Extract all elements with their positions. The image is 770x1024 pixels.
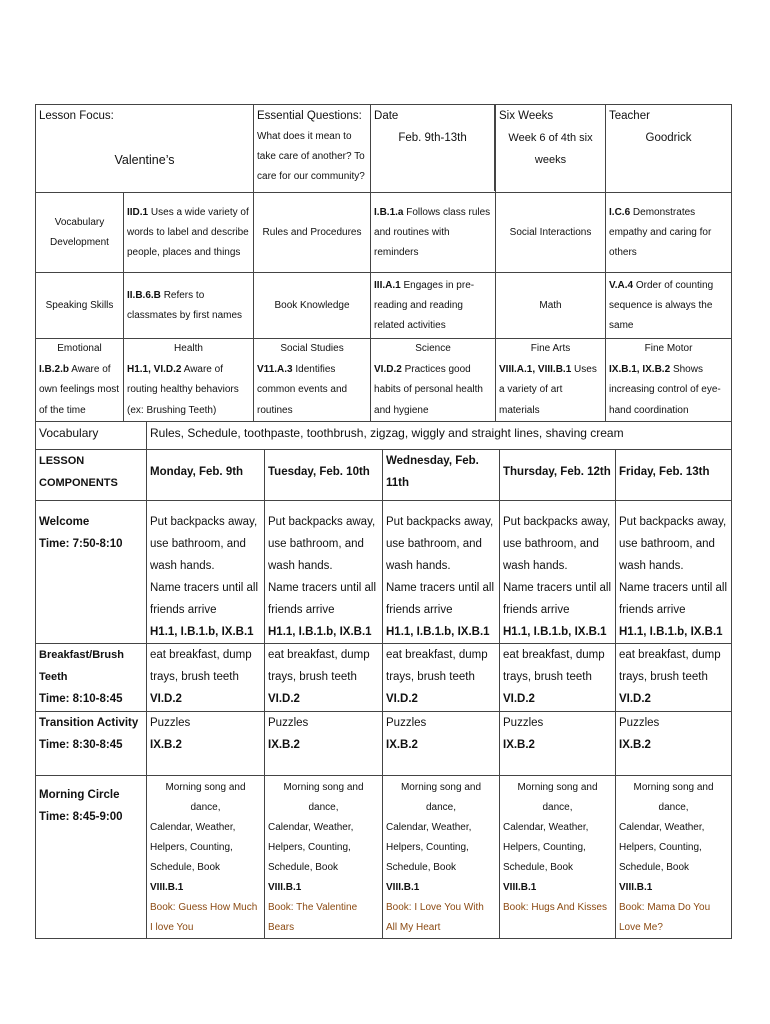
day-header: Monday, Feb. 9th [147, 450, 265, 501]
vocab-standard-cell [124, 193, 254, 273]
morning-circle-day-cell [616, 776, 732, 939]
morning-circle-text-2: Calendar, Weather, Helpers, Counting, Schedule, Book [268, 822, 354, 873]
emotional-text: Aware of own feelings most of the time [39, 363, 120, 416]
speaking-text: Refers to classmates by first names [127, 289, 243, 321]
math-code: V.A.4 [609, 279, 634, 291]
lesson-focus-label: Lesson Focus: [39, 110, 114, 122]
morning-circle-text: Morning song and dance, [283, 782, 364, 813]
fine-motor-text: Shows increasing control of eye-hand coordination [609, 363, 721, 416]
morning-circle-code: VIII.B.1 [150, 882, 184, 893]
math-standard-cell [606, 273, 732, 339]
date-value: Feb. 9th-13th [398, 132, 467, 144]
morning-circle-title: Morning Circle [39, 789, 120, 801]
morning-circle-code: VIII.B.1 [619, 882, 653, 893]
welcome-day-cell [616, 501, 732, 644]
lesson-components-header: LESSON COMPONENTS [36, 450, 147, 501]
transition-day-cell [383, 712, 500, 776]
morning-circle-day-cell [147, 776, 265, 939]
book-knowledge-cell: Book Knowledge [254, 273, 371, 339]
welcome-code: H1.1, I.B.1.b, IX.B.1 [386, 626, 490, 638]
welcome-text: Put backpacks away, use bathroom, and wash hands. [503, 516, 611, 572]
welcome-label-cell [36, 501, 147, 644]
welcome-day-cell [265, 501, 383, 644]
vocabulary-words: Rules, Schedule, toothpaste, toothbrush, zigzag, wiggly and straight lines, shaving cream [147, 422, 732, 450]
welcome-time: Time: 7:50-8:10 [39, 538, 123, 550]
morning-circle-code: VIII.B.1 [386, 882, 420, 893]
morning-circle-day-cell [383, 776, 500, 939]
transition-code: IX.B.2 [386, 739, 418, 751]
rules-text: Follows class rules and routines with reminders [374, 206, 491, 258]
welcome-text: Put backpacks away, use bathroom, and wash hands. [619, 516, 727, 572]
welcome-title: Welcome [39, 516, 90, 528]
transition-time: Time: 8:30-8:45 [39, 739, 123, 751]
welcome-code: H1.1, I.B.1.b, IX.B.1 [619, 626, 723, 638]
health-text: Aware of routing healthy behaviors (ex: Brushing Teeth) [127, 363, 239, 416]
health-cell [124, 339, 254, 422]
emotional-label: Emotional [57, 343, 102, 354]
social-studies-code: V11.A.3 [257, 363, 293, 375]
breakfast-code: VI.D.2 [503, 693, 535, 705]
essential-questions-text: What does it mean to take care of another? To care for our community? [257, 131, 365, 182]
breakfast-text: eat breakfast, dump trays, brush teeth [150, 649, 252, 683]
welcome-code: H1.1, I.B.1.b, IX.B.1 [503, 626, 607, 638]
morning-circle-text-2: Calendar, Weather, Helpers, Counting, Schedule, Book [386, 822, 472, 873]
teacher-cell [606, 105, 732, 193]
math-text: Order of counting sequence is always the same [609, 279, 714, 331]
morning-circle-row [36, 776, 732, 939]
speaking-standard-cell [124, 273, 254, 339]
transition-row [36, 712, 732, 776]
standards-row-1 [36, 193, 732, 273]
day-header: Thursday, Feb. 12th [500, 450, 616, 501]
welcome-row [36, 501, 732, 644]
lesson-focus-value: Valentine’s [114, 153, 175, 167]
transition-day-cell [147, 712, 265, 776]
transition-text: Puzzles [619, 717, 660, 729]
social-standard-cell [606, 193, 732, 273]
transition-label-cell [36, 712, 147, 776]
essential-questions-cell [254, 105, 371, 193]
lesson-header-row [36, 105, 732, 193]
breakfast-time: Time: 8:10-8:45 [39, 693, 123, 705]
breakfast-code: VI.D.2 [386, 693, 418, 705]
vocab-development-cell: Vocabulary Development [36, 193, 124, 273]
vocab-text: Uses a wide variety of words to label and describe people, places and things [127, 206, 249, 258]
breakfast-text: eat breakfast, dump trays, brush teeth [268, 649, 370, 683]
welcome-text: Put backpacks away, use bathroom, and wash hands. [150, 516, 258, 572]
transition-code: IX.B.2 [619, 739, 651, 751]
transition-text: Puzzles [503, 717, 544, 729]
fine-motor-label: Fine Motor [644, 343, 693, 354]
science-text: Practices good habits of personal health and hygiene [374, 363, 483, 416]
transition-text: Puzzles [150, 717, 191, 729]
science-cell [371, 339, 496, 422]
welcome-day-cell [147, 501, 265, 644]
day-header: Friday, Feb. 13th [616, 450, 732, 501]
breakfast-day-cell [383, 644, 500, 712]
breakfast-code: VI.D.2 [150, 693, 182, 705]
welcome-text-2: Name tracers until all friends arrive [503, 582, 612, 616]
book-standard-cell [371, 273, 496, 339]
morning-circle-book: Book: Hugs And Kisses [503, 902, 607, 913]
welcome-text: Put backpacks away, use bathroom, and wash hands. [268, 516, 376, 572]
fine-motor-cell [606, 339, 732, 422]
breakfast-text: eat breakfast, dump trays, brush teeth [386, 649, 488, 683]
book-text: Engages in pre-reading and reading related activities [374, 279, 475, 331]
breakfast-label-cell [36, 644, 147, 712]
rules-code: I.B.1.a [374, 206, 404, 218]
math-cell: Math [496, 273, 606, 339]
welcome-text-2: Name tracers until all friends arrive [268, 582, 377, 616]
health-label: Health [174, 343, 203, 354]
transition-code: IX.B.2 [150, 739, 182, 751]
breakfast-row [36, 644, 732, 712]
breakfast-day-cell [500, 644, 616, 712]
morning-circle-label-cell [36, 776, 147, 939]
teacher-value: Goodrick [645, 132, 692, 144]
morning-circle-book: Book: The Valentine Bears [268, 902, 358, 933]
date-cell [371, 105, 496, 193]
transition-code: IX.B.2 [503, 739, 535, 751]
welcome-code: H1.1, I.B.1.b, IX.B.1 [268, 626, 372, 638]
speaking-skills-cell: Speaking Skills [36, 273, 124, 339]
transition-title: Transition Activity [39, 717, 139, 729]
day-header: Tuesday, Feb. 10th [265, 450, 383, 501]
morning-circle-day-cell [265, 776, 383, 939]
welcome-text-2: Name tracers until all friends arrive [150, 582, 259, 616]
speaking-code: II.B.6.B [127, 289, 161, 301]
transition-text: Puzzles [268, 717, 309, 729]
welcome-text-2: Name tracers until all friends arrive [386, 582, 495, 616]
vocabulary-label: Vocabulary [36, 422, 147, 450]
breakfast-title: Breakfast/Brush Teeth [39, 649, 124, 683]
six-weeks-value: Week 6 of 4th six weeks [508, 132, 593, 166]
vocabulary-row [36, 422, 732, 450]
transition-code: IX.B.2 [268, 739, 300, 751]
social-studies-label: Social Studies [280, 343, 344, 354]
social-studies-text: Identifies common events and routines [257, 363, 348, 416]
fine-arts-label: Fine Arts [530, 343, 571, 354]
morning-circle-text: Morning song and dance, [633, 782, 714, 813]
breakfast-day-cell [616, 644, 732, 712]
breakfast-text: eat breakfast, dump trays, brush teeth [503, 649, 605, 683]
morning-circle-text: Morning song and dance, [165, 782, 246, 813]
fine-motor-code: IX.B.1, IX.B.2 [609, 363, 671, 375]
welcome-text: Put backpacks away, use bathroom, and wash hands. [386, 516, 494, 572]
health-code: H1.1, VI.D.2 [127, 363, 182, 375]
social-studies-cell [254, 339, 371, 422]
vocab-code: IID.1 [127, 206, 149, 218]
rules-standard-cell [371, 193, 496, 273]
social-text: Demonstrates empathy and caring for others [609, 206, 712, 258]
breakfast-text: eat breakfast, dump trays, brush teeth [619, 649, 721, 683]
morning-circle-code: VIII.B.1 [503, 882, 537, 893]
science-label: Science [415, 343, 451, 354]
transition-text: Puzzles [386, 717, 427, 729]
rules-procedures-cell: Rules and Procedures [254, 193, 371, 273]
six-weeks-cell [496, 105, 606, 193]
date-label: Date [374, 110, 399, 122]
transition-day-cell [265, 712, 383, 776]
schedule-header-row [36, 450, 732, 501]
social-code: I.C.6 [609, 206, 631, 218]
lesson-focus-cell [36, 105, 254, 193]
morning-circle-text: Morning song and dance, [517, 782, 598, 813]
fine-arts-text: Uses a variety of art materials [499, 363, 597, 416]
breakfast-code: VI.D.2 [619, 693, 651, 705]
six-weeks-label: Six Weeks [499, 110, 554, 122]
morning-circle-book: Book: I Love You With All My Heart [386, 902, 484, 933]
breakfast-day-cell [265, 644, 383, 712]
schedule-table [35, 421, 732, 939]
welcome-day-cell [500, 501, 616, 644]
breakfast-day-cell [147, 644, 265, 712]
morning-circle-text-2: Calendar, Weather, Helpers, Counting, Schedule, Book [619, 822, 705, 873]
science-code: VI.D.2 [374, 363, 402, 375]
morning-circle-book: Book: Guess How Much I love You [150, 902, 258, 933]
morning-circle-text: Morning song and dance, [400, 782, 482, 813]
breakfast-code: VI.D.2 [268, 693, 300, 705]
transition-day-cell [500, 712, 616, 776]
day-header: Wednesday, Feb. 11th [383, 450, 500, 501]
standards-row-3 [36, 339, 732, 422]
standards-row-2 [36, 273, 732, 339]
lesson-plan-document [35, 104, 731, 939]
teacher-label: Teacher [609, 110, 650, 122]
welcome-text-2: Name tracers until all friends arrive [619, 582, 728, 616]
book-code: III.A.1 [374, 279, 401, 291]
emotional-cell [36, 339, 124, 422]
fine-arts-code: VIII.A.1, VIII.B.1 [499, 363, 572, 375]
essential-questions-label: Essential Questions: [257, 110, 362, 122]
welcome-day-cell [383, 501, 500, 644]
lesson-info-table [35, 104, 732, 422]
emotional-code: I.B.2.b [39, 363, 70, 375]
morning-circle-day-cell [500, 776, 616, 939]
fine-arts-cell [496, 339, 606, 422]
social-interactions-cell: Social Interactions [496, 193, 606, 273]
transition-day-cell [616, 712, 732, 776]
morning-circle-book: Book: Mama Do You Love Me? [619, 902, 711, 933]
morning-circle-text-2: Calendar, Weather, Helpers, Counting, Schedule, Book [503, 822, 589, 873]
welcome-code: H1.1, I.B.1.b, IX.B.1 [150, 626, 254, 638]
morning-circle-time: Time: 8:45-9:00 [39, 811, 123, 823]
morning-circle-code: VIII.B.1 [268, 882, 302, 893]
morning-circle-text-2: Calendar, Weather, Helpers, Counting, Schedule, Book [150, 822, 236, 873]
